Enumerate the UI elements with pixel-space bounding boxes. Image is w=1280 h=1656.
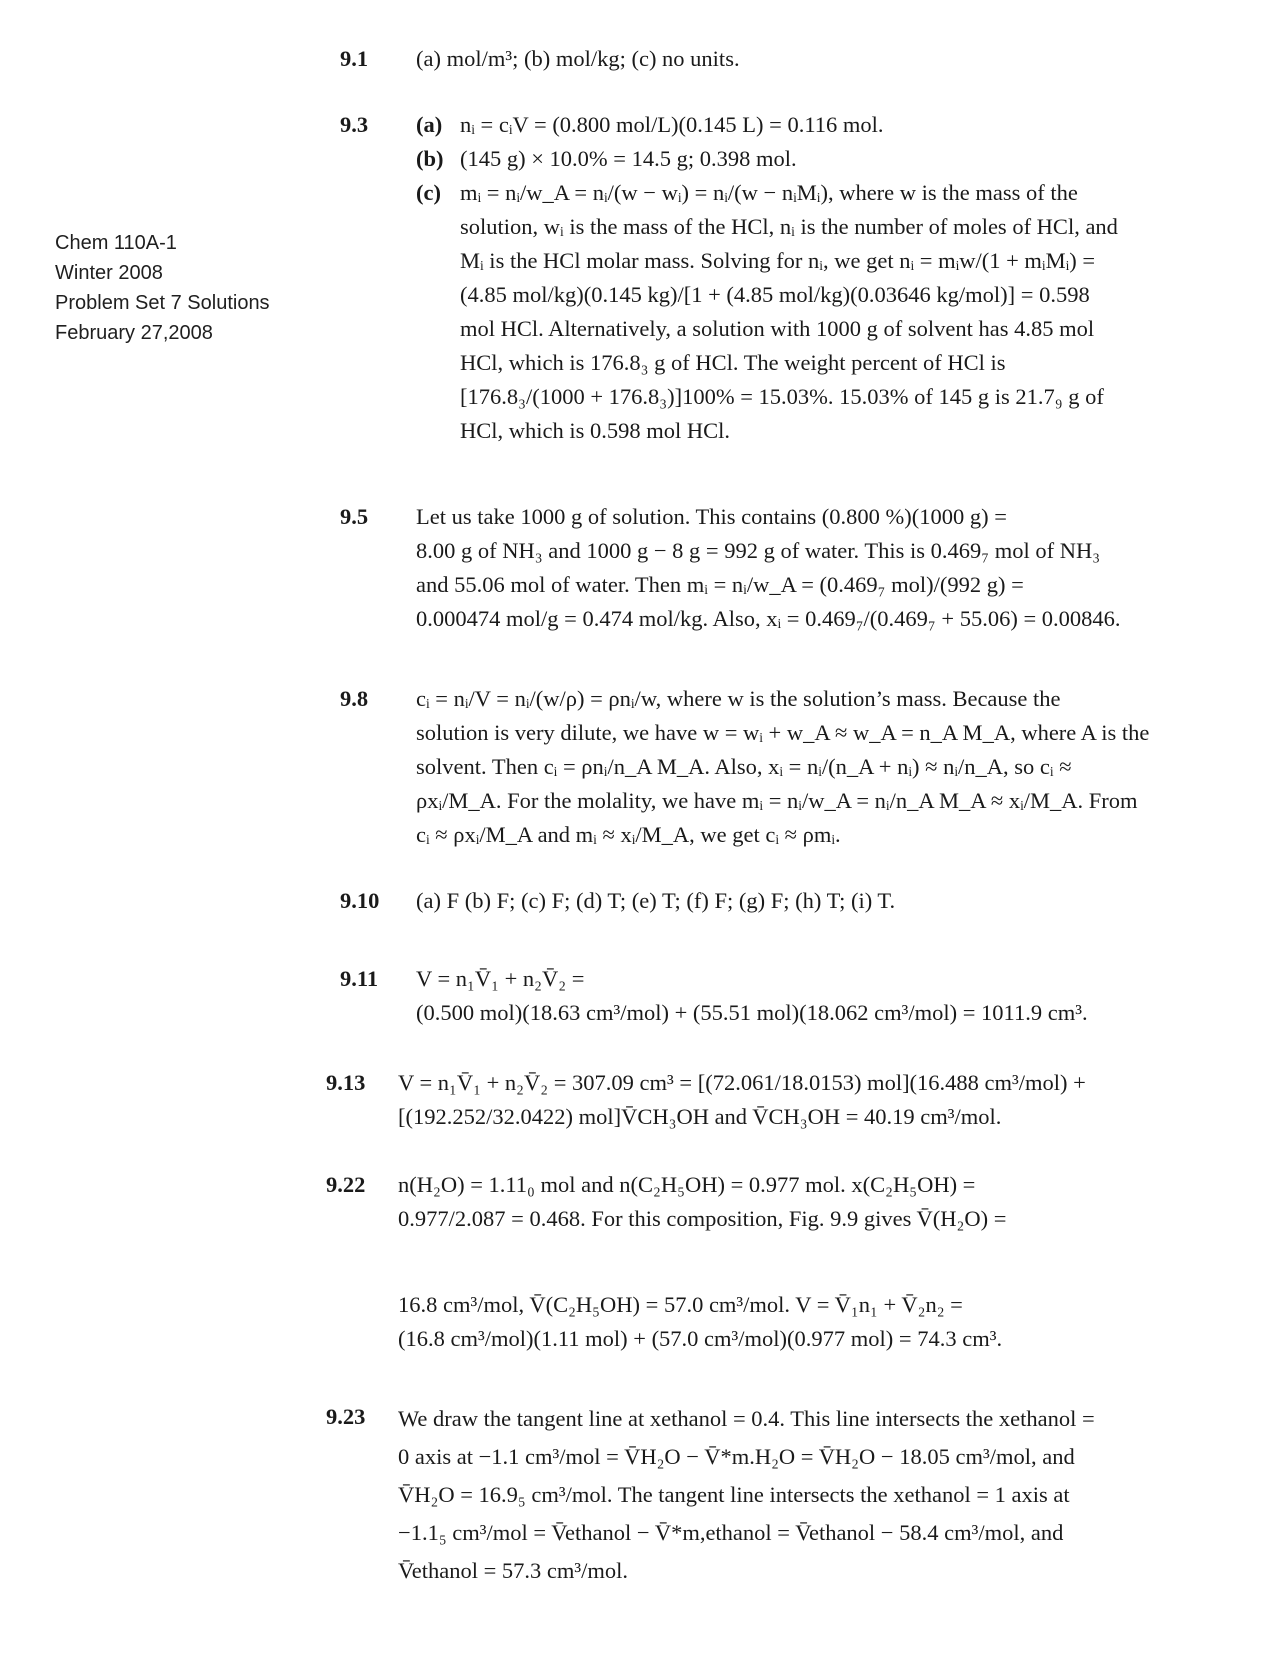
problem-number: 9.10 — [340, 888, 380, 913]
problem-text — [416, 500, 1216, 636]
text-line: [(192.252/32.0422) mol]V̄CH₃OH and V̄CH₃OH = 40.19 cm³/mol. — [398, 1104, 1002, 1129]
document-header — [55, 228, 345, 348]
text-line: Mᵢ is the HCl molar mass. Solving for nᵢ, we get nᵢ = mᵢw/(1 + mᵢMᵢ) = — [460, 248, 1096, 273]
document-title: Problem Set 7 Solutions — [55, 292, 270, 314]
answer-line: (a) mol/m³; (b) mol/kg; (c) no units. — [416, 46, 740, 71]
part-b — [416, 142, 1216, 176]
problem-number: 9.8 — [340, 686, 369, 711]
text-line: HCl, which is 176.8₃ g of HCl. The weight percent of HCl is — [460, 350, 1006, 375]
text-line: V̄ethanol = 57.3 cm³/mol. — [398, 1558, 629, 1583]
part-label: (b) — [416, 146, 444, 171]
problem-text — [416, 884, 1216, 918]
text-line: (4.85 mol/kg)(0.145 kg)/[1 + (4.85 mol/kg)(0.03646 kg/mol)] = 0.598 — [460, 282, 1090, 307]
problem-text — [416, 108, 1216, 448]
part-label: (c) — [416, 180, 441, 205]
problem-text — [398, 1168, 1198, 1356]
problem-text — [398, 1400, 1198, 1590]
problem-number: 9.23 — [326, 1404, 366, 1429]
text-line: V̄H₂O = 16.9₅ cm³/mol. The tangent line intersects the xethanol = 1 axis at — [398, 1482, 1070, 1507]
problem-number: 9.5 — [340, 504, 369, 529]
problem-text — [416, 682, 1216, 852]
text-line: and 55.06 mol of water. Then mᵢ = nᵢ/w_A = (0.469₇ mol)/(992 g) = — [416, 572, 1024, 597]
part-a — [416, 108, 1216, 142]
text-line: solvent. Then cᵢ = ρnᵢ/n_A M_A. Also, xᵢ = nᵢ/(n_A + nᵢ) ≈ nᵢ/n_A, so cᵢ ≈ — [416, 754, 1072, 779]
text-line: (145 g) × 10.0% = 14.5 g; 0.398 mol. — [460, 146, 797, 171]
text-line: [176.8₃/(1000 + 176.8₃)]100% = 15.03%. 15.03% of 145 g is 21.7₉ g of — [460, 384, 1104, 409]
problem-number: 9.1 — [340, 46, 369, 71]
text-line: 0.000474 mol/g = 0.474 mol/kg. Also, xᵢ = 0.469₇/(0.469₇ + 55.06) = 0.00846. — [416, 606, 1121, 631]
course-label: Chem 110A-1 — [55, 232, 177, 254]
problem-number: 9.22 — [326, 1172, 366, 1197]
problem-text — [416, 42, 1216, 76]
text-line: V = n₁V̄₁ + n₂V̄₂ = 307.09 cm³ = [(72.061/18.0153) mol](16.488 cm³/mol) + — [398, 1070, 1086, 1095]
text-line: cᵢ ≈ ρxᵢ/M_A and mᵢ ≈ xᵢ/M_A, we get cᵢ ≈ ρmᵢ. — [416, 822, 841, 847]
text-line: n(H₂O) = 1.11₀ mol and n(C₂H₅OH) = 0.977 mol. x(C₂H₅OH) = — [398, 1172, 976, 1197]
term-label: Winter 2008 — [55, 262, 163, 284]
text-line: 0.977/2.087 = 0.468. For this composition, Fig. 9.9 gives V̄(H₂O) = — [398, 1206, 1007, 1231]
problem-number: 9.3 — [340, 112, 369, 137]
text-line: Let us take 1000 g of solution. This contains (0.800 %)(1000 g) = — [416, 504, 1007, 529]
text-line: mol HCl. Alternatively, a solution with 1000 g of solvent has 4.85 mol — [460, 316, 1095, 341]
problem-number: 9.11 — [340, 966, 379, 991]
text-line: 0 axis at −1.1 cm³/mol = V̄H₂O − V̄*m.H₂O = V̄H₂O − 18.05 cm³/mol, and — [398, 1444, 1075, 1469]
text-line: solution, wᵢ is the mass of the HCl, nᵢ is the number of moles of HCl, and — [460, 214, 1118, 239]
text-line: nᵢ = cᵢV = (0.800 mol/L)(0.145 L) = 0.116 mol. — [460, 112, 884, 137]
text-line: −1.1₅ cm³/mol = V̄ethanol − V̄*m,ethanol = V̄ethanol − 58.4 cm³/mol, and — [398, 1520, 1064, 1545]
text-line: mᵢ = nᵢ/w_A = nᵢ/(w − wᵢ) = nᵢ/(w − nᵢMᵢ), where w is the mass of the — [460, 180, 1078, 205]
text-line: We draw the tangent line at xethanol = 0.4. This line intersects the xethanol = — [398, 1406, 1095, 1431]
text-line: (16.8 cm³/mol)(1.11 mol) + (57.0 cm³/mol)(0.977 mol) = 74.3 cm³. — [398, 1326, 1003, 1351]
text-line: ρxᵢ/M_A. For the molality, we have mᵢ = nᵢ/w_A = nᵢ/n_A M_A ≈ xᵢ/M_A. From — [416, 788, 1138, 813]
problem-text — [416, 962, 1216, 1030]
problem-number: 9.13 — [326, 1070, 366, 1095]
part-label: (a) — [416, 112, 443, 137]
text-line: (0.500 mol)(18.63 cm³/mol) + (55.51 mol)(18.062 cm³/mol) = 1011.9 cm³. — [416, 1000, 1088, 1025]
text-line: solution is very dilute, we have w = wᵢ + w_A ≈ w_A = n_A M_A, where A is the — [416, 720, 1150, 745]
problem-text — [398, 1066, 1198, 1134]
text-line: V = n₁V̄₁ + n₂V̄₂ = — [416, 966, 585, 991]
text-line: 8.00 g of NH₃ and 1000 g − 8 g = 992 g of water. This is 0.469₇ mol of NH₃ — [416, 538, 1101, 563]
text-line: 16.8 cm³/mol, V̄(C₂H₅OH) = 57.0 cm³/mol. V = V̄₁n₁ + V̄₂n₂ = — [398, 1292, 963, 1317]
answer-line: (a) F (b) F; (c) F; (d) T; (e) T; (f) F; (g) F; (h) T; (i) T. — [416, 888, 896, 913]
text-line: cᵢ = nᵢ/V = nᵢ/(w/ρ) = ρnᵢ/w, where w is the solution’s mass. Because the — [416, 686, 1061, 711]
part-c — [416, 176, 1216, 448]
document-date: February 27,2008 — [55, 322, 213, 344]
text-line: HCl, which is 0.598 mol HCl. — [460, 418, 731, 443]
